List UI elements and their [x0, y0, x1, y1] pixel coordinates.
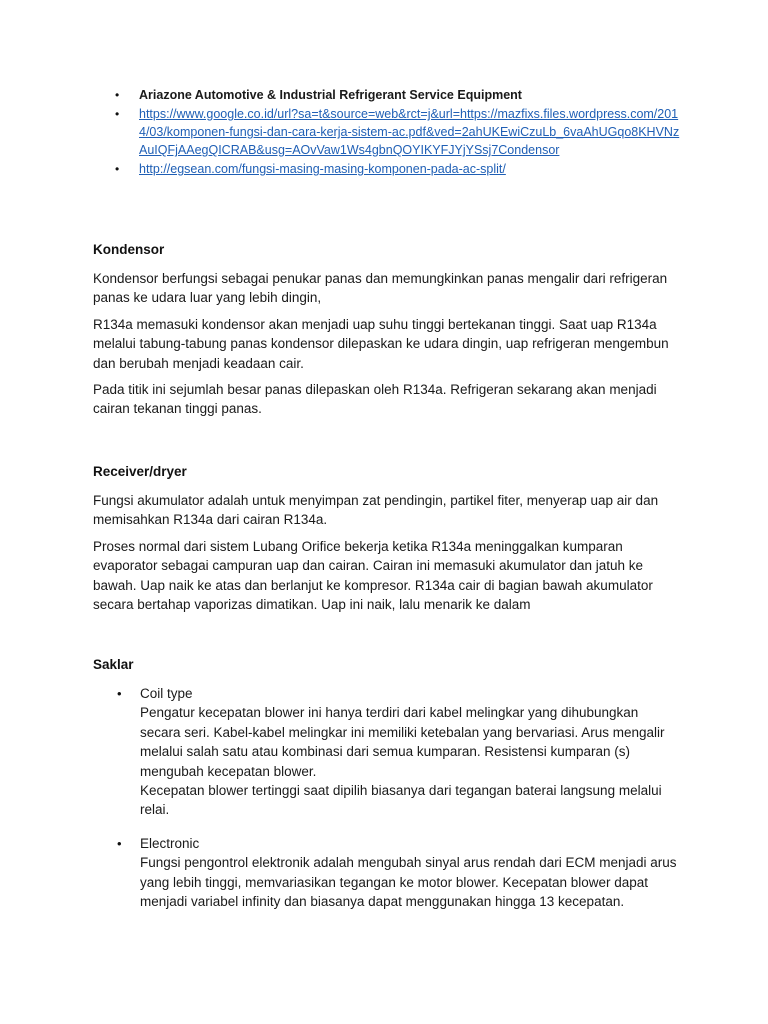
item-text: Fungsi pengontrol elektronik adalah mengubah sinyal arus rendah dari ECM menjadi arus yang lebih tinggi, memvariasikan tegangan ke motor blower. Kecepatan blower dapat menjadi variabel infinity dan biasanya dapat menggunakan hingga 13 kecepatan.	[140, 855, 677, 910]
section-saklar	[93, 656, 678, 925]
paragraph: Proses normal dari sistem Lubang Orifice bekerja ketika R134a meninggalkan kumparan evaporator sebagai campuran uap dan cairan. Cairan ini memasuki akumulator dan jatuh ke bawah. Uap naik ke atas dan berlanjut ke kompresor. R134a cair di bagian bawah akumulator secara bertahap vaporizas dimatikan. Uap ini naik, lalu menarik ke dalam	[93, 538, 653, 613]
paragraph: Kondensor berfungsi sebagai penukar panas dan memungkinkan panas mengalir dari refrigeran panas ke udara luar yang lebih dingin,	[93, 271, 668, 306]
reference-link-egsean[interactable]: http://egsean.com/fungsi-masing-masing-komponen-pada-ac-split/	[139, 162, 506, 176]
section-heading: Receiver/dryer	[93, 464, 187, 479]
paragraph: Fungsi akumulator adalah untuk menyimpan zat pendingin, partikel fiter, menyerap uap air dan memisahkan R134a dari cairan R134a.	[93, 493, 659, 528]
saklar-type-list	[93, 684, 678, 911]
section-heading: Saklar	[93, 657, 134, 672]
bullet-icon: •	[115, 107, 120, 121]
list-item-coil-type	[93, 684, 678, 820]
bullet-icon: •	[117, 686, 122, 701]
item-title: Electronic	[140, 835, 200, 851]
reference-item[interactable]	[112, 105, 682, 159]
reference-link-google[interactable]: https://www.google.co.id/url?sa=t&source=web&rct=j&url=https://mazfixs.files.wordpress.com/2014/03/komponen-fungsi-dan-cara-kerja-sistem-ac.pdf&ved=2ahUKEwiCzuLb_6vaAhUGqo8KHVNzAuIQFjAAegQICRAB&usg=AOvVaw1Ws4gbnQOYIKYFJYjYSsj7Condensor	[139, 107, 680, 157]
paragraph: R134a memasuki kondensor akan menjadi uap suhu tinggi bertekanan tinggi. Saat uap R134a melalui tabung-tabung panas kondensor dilepaskan ke udara dingin, uap refrigeran mengembun dan berubah menjadi keadaan cair.	[93, 316, 669, 371]
section-heading: Kondensor	[93, 242, 165, 257]
paragraph: Pada titik ini sejumlah besar panas dilepaskan oleh R134a. Refrigeran sekarang akan menjadi cairan tekanan tinggi panas.	[93, 382, 657, 417]
item-text: Kecepatan blower tertinggi saat dipilih biasanya dari tegangan baterai langsung melalui relai.	[140, 783, 662, 818]
bullet-icon: •	[115, 162, 120, 176]
reference-item	[112, 86, 682, 104]
bullet-icon: •	[115, 88, 120, 102]
item-title: Coil type	[140, 686, 193, 701]
bullet-icon: •	[117, 835, 122, 851]
reference-source: Ariazone Automotive & Industrial Refrigerant Service Equipment	[139, 88, 522, 102]
section-kondensor	[93, 241, 678, 426]
reference-item[interactable]	[112, 160, 682, 178]
item-text: Pengatur kecepatan blower ini hanya terdiri dari kabel melingkar yang dihubungkan secara seri. Kabel-kabel melingkar ini memiliki ketebalan yang bervariasi. Arus mengalir melalui salah satu atau kombinasi dari semua kumparan. Resistensi kumparan (s) mengubah kecepatan blower.	[140, 705, 665, 779]
section-receiver-dryer	[93, 463, 678, 621]
list-item-electronic	[93, 834, 678, 912]
reference-list	[112, 86, 682, 179]
